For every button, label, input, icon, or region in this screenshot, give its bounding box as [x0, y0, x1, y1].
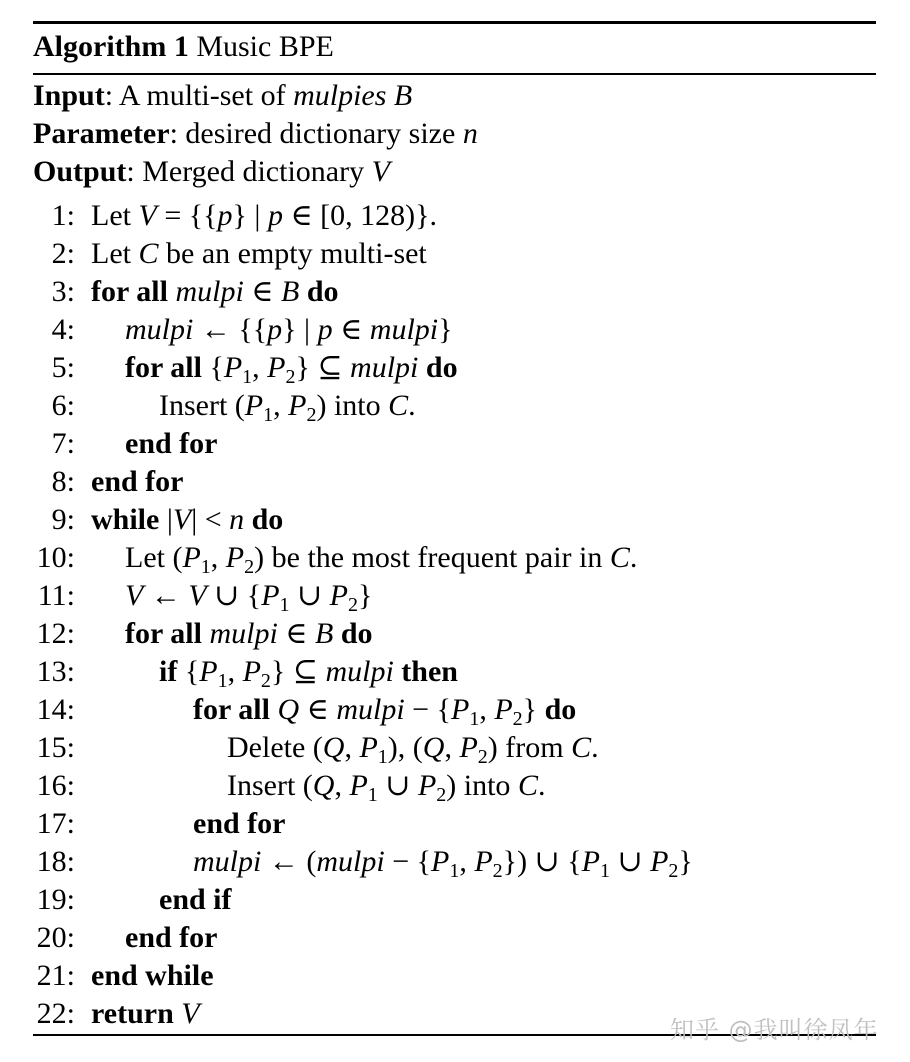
text: from [497, 730, 572, 764]
line-content [125, 425, 218, 463]
line-number: 1: [51, 198, 75, 232]
text: . [591, 730, 599, 764]
text: be the most frequent pair in [264, 540, 610, 574]
math-operator: , [227, 654, 243, 688]
line-content [91, 463, 184, 501]
line-content [91, 235, 427, 273]
math-symbol: P [288, 388, 307, 422]
math-symbol: n [229, 502, 245, 536]
text: Let ( [125, 540, 183, 574]
line-number: 16: [36, 768, 75, 802]
line-content: Let ($P_1$, $P_2$) be the most frequent pair in C. [125, 540, 638, 578]
math-operator: ∪ [609, 844, 651, 878]
math-symbol: p [267, 198, 283, 232]
math-symbol: p [217, 198, 233, 232]
math-operator: | < [191, 502, 230, 536]
keyword: end for [91, 464, 184, 498]
text: Let [91, 198, 139, 232]
algorithm-line [33, 463, 876, 501]
math-operator: ∈ [332, 312, 370, 346]
text: . [408, 388, 416, 422]
math-operator: | [166, 502, 173, 536]
algorithm-line [33, 653, 876, 691]
keyword: do [537, 692, 577, 726]
math-symbol: P [581, 844, 600, 878]
algorithm-label: Algorithm 1 [33, 30, 189, 63]
math-symbol: P [242, 654, 261, 688]
line-number: 9: [51, 502, 75, 536]
math-operator: } [438, 312, 453, 346]
math-operator: ∪ [289, 578, 330, 612]
keyword: end for [125, 426, 218, 460]
math-operator: ← {{ [193, 312, 268, 346]
math-operator: , [252, 350, 268, 384]
math-symbol: mulpi [336, 692, 405, 726]
text: be an empty multi-set [158, 236, 427, 270]
math-operator: } [522, 692, 538, 726]
math-operator: } [678, 844, 693, 878]
text: Insert ( [227, 768, 313, 802]
math-symbol: P [494, 692, 513, 726]
math-operator: ∈ [243, 274, 281, 308]
keyword: then [393, 654, 458, 688]
math-symbol: mulpi [175, 274, 244, 308]
math-operator: } [358, 578, 373, 612]
line-content [125, 919, 218, 957]
math-symbol: P [451, 692, 470, 726]
keyword: while [91, 502, 167, 536]
text: into [456, 768, 518, 802]
math-symbol: mulpi [325, 654, 394, 688]
algorithm-line [33, 349, 876, 387]
line-content: for all {$P_1$, $P_2$} ⊆ mulpi do [125, 350, 458, 388]
input-math: mulpies B [293, 78, 413, 112]
line-number: 22: [36, 996, 75, 1030]
math-symbol: P [431, 844, 450, 878]
input-text: : A multi-set of [104, 78, 294, 112]
math-symbol: P [459, 730, 478, 764]
input-line [33, 77, 876, 115]
math-symbol: p [317, 312, 333, 346]
math-symbol: P [223, 350, 243, 384]
algorithm-line [33, 387, 876, 425]
output-label: Output [33, 154, 127, 188]
line-number: 3: [51, 274, 75, 308]
math-symbol: B [315, 616, 334, 650]
math-operator: , [479, 692, 495, 726]
keyword: do [418, 350, 458, 384]
algorithm-block [33, 21, 876, 1033]
text: . [629, 540, 638, 574]
line-content [91, 501, 283, 539]
algorithm-line [33, 615, 876, 653]
math-symbol: C [388, 388, 409, 422]
line-content [125, 311, 453, 349]
math-operator: ) [446, 768, 457, 802]
math-symbol: C [517, 768, 538, 802]
math-operator: , [334, 768, 350, 802]
algorithm-line [33, 501, 876, 539]
line-number: 21: [36, 958, 75, 992]
math-operator: ) [487, 730, 498, 764]
line-number: 17: [36, 806, 75, 840]
math-operator: }) ∪ { [502, 844, 582, 878]
line-content [91, 957, 214, 995]
keyword: if [159, 654, 185, 688]
input-label: Input [33, 78, 105, 112]
math-operator: ∪ [377, 768, 418, 802]
math-symbol: P [199, 654, 218, 688]
keyword: end while [91, 958, 214, 992]
math-symbol: P [474, 844, 493, 878]
keyword: do [299, 274, 339, 308]
line-content: Insert ($P_1$, $P_2$) into C. [159, 388, 416, 426]
algorithm-line [33, 197, 876, 235]
algorithm-lines [33, 197, 876, 1033]
math-operator: , [444, 730, 460, 764]
math-symbol: mulpi [369, 312, 439, 346]
math-symbol: p [267, 312, 283, 346]
math-symbol: Q [277, 692, 300, 726]
line-content: if {$P_1$, $P_2$} ⊆ mulpi then [159, 654, 458, 692]
math-symbol: C [609, 540, 630, 574]
math-operator: , [459, 844, 475, 878]
math-operator: { [209, 350, 224, 384]
algorithm-line [33, 881, 876, 919]
line-content [125, 615, 373, 653]
math-symbol: P [182, 540, 201, 574]
line-number: 18: [36, 844, 75, 878]
line-content [91, 273, 339, 311]
math-symbol: V [181, 996, 200, 1030]
keyword: do [244, 502, 284, 536]
math-symbol: mulpi [350, 350, 419, 384]
math-symbol: P [359, 730, 378, 764]
keyword: end for [125, 920, 218, 954]
math-operator: , [210, 540, 226, 574]
math-symbol: P [349, 768, 368, 802]
math-symbol: P [267, 350, 286, 384]
text: Let [91, 236, 139, 270]
math-symbol: mulpi [193, 844, 262, 878]
line-content: Delete (Q, $P_1$), (Q, $P_2$) from C. [227, 730, 599, 768]
math-symbol: Q [322, 730, 345, 764]
line-content [193, 805, 286, 843]
math-operator: − { [384, 844, 432, 878]
text: Delete ( [227, 730, 323, 764]
math-operator: { [184, 654, 200, 688]
line-content [91, 995, 200, 1033]
text: . [537, 768, 546, 802]
line-number: 12: [36, 616, 75, 650]
math-operator: = {{ [156, 198, 218, 232]
line-number: 15: [36, 730, 75, 764]
math-operator: ← [143, 578, 189, 612]
math-symbol: V [125, 578, 144, 612]
math-operator: } ⊆ [295, 350, 351, 384]
math-symbol: P [650, 844, 669, 878]
line-content: V ← V ∪ {$P_1$ ∪ $P_2$} [125, 578, 373, 616]
algorithm-line [33, 957, 876, 995]
math-operator: } ⊆ [270, 654, 326, 688]
line-number: 11: [37, 578, 75, 612]
math-symbol: C [571, 730, 592, 764]
algorithm-line [33, 691, 876, 729]
keyword: for all [91, 274, 176, 308]
algorithm-title [33, 24, 876, 67]
math-operator: ) [254, 540, 265, 574]
line-content: mulpi ← (mulpi − {$P_1$, $P_2$}) ∪ {$P_1$ ∪ $P_2$} [193, 844, 693, 882]
math-operator: ∈ [0, 128)}. [282, 198, 438, 232]
math-operator: , [273, 388, 289, 422]
math-operator: ← ( [261, 844, 317, 878]
math-operator: ∈ [277, 616, 315, 650]
math-operator: ), ( [387, 730, 423, 764]
algorithm-line [33, 729, 876, 767]
line-number: 4: [51, 312, 75, 346]
keyword: do [333, 616, 373, 650]
algorithm-line [33, 539, 876, 577]
math-symbol: P [225, 540, 245, 574]
line-content [159, 881, 232, 919]
keyword: for all [125, 616, 210, 650]
line-number: 2: [51, 236, 75, 270]
line-number: 8: [51, 464, 75, 498]
algorithm-line [33, 767, 876, 805]
math-symbol: P [417, 768, 437, 802]
algorithm-line [33, 273, 876, 311]
parameter-line [33, 115, 876, 153]
math-operator: ) [316, 388, 327, 422]
math-symbol: Q [422, 730, 445, 764]
text: Insert ( [159, 388, 245, 422]
algorithm-line [33, 919, 876, 957]
math-symbol: V [172, 502, 192, 536]
algorithm-name: Music BPE [196, 30, 334, 63]
line-content [91, 197, 437, 235]
keyword: end if [159, 882, 232, 916]
math-symbol: V [138, 198, 157, 232]
keyword: for all [193, 692, 278, 726]
parameter-text: : desired dictionary size [169, 116, 463, 150]
math-symbol: Q [312, 768, 335, 802]
line-content: for all Q ∈ mulpi − {$P_1$, $P_2$} do [193, 692, 577, 730]
line-content: Insert (Q, $P_1$ ∪ $P_2$) into C. [227, 768, 546, 806]
algorithm-line [33, 577, 876, 615]
keyword: return [91, 996, 182, 1030]
math-symbol: B [281, 274, 300, 308]
output-math: V [371, 154, 390, 188]
math-operator: } | [282, 312, 318, 346]
math-operator: ∪ { [206, 578, 262, 612]
math-operator: } | [232, 198, 268, 232]
keyword: for all [125, 350, 210, 384]
algorithm-line [33, 805, 876, 843]
math-operator: ∈ [299, 692, 337, 726]
parameter-math: n [462, 116, 478, 150]
title-rule [33, 73, 876, 75]
math-operator: − { [404, 692, 451, 726]
math-symbol: P [244, 388, 264, 422]
line-number: 20: [36, 920, 75, 954]
math-symbol: P [261, 578, 280, 612]
line-number: 7: [51, 426, 75, 460]
algorithm-line [33, 843, 876, 881]
math-symbol: mulpi [209, 616, 278, 650]
line-number: 5: [51, 350, 75, 384]
math-symbol: V [188, 578, 207, 612]
math-symbol: mulpi [125, 312, 194, 346]
math-symbol: mulpi [316, 844, 385, 878]
algorithm-line [33, 425, 876, 463]
output-text: : Merged dictionary [126, 154, 372, 188]
line-number: 19: [36, 882, 75, 916]
algorithm-line [33, 311, 876, 349]
line-number: 10: [36, 540, 75, 574]
output-line [33, 153, 876, 191]
line-number: 13: [36, 654, 75, 688]
keyword: end for [193, 806, 286, 840]
math-operator: , [344, 730, 360, 764]
text: into [326, 388, 389, 422]
watermark: 知乎 @我叫徐凤年 [670, 1016, 879, 1044]
line-number: 6: [51, 388, 75, 422]
math-symbol: P [329, 578, 348, 612]
parameter-label: Parameter [33, 116, 170, 150]
line-number: 14: [36, 692, 75, 726]
algorithm-line [33, 235, 876, 273]
math-symbol: C [138, 236, 159, 270]
